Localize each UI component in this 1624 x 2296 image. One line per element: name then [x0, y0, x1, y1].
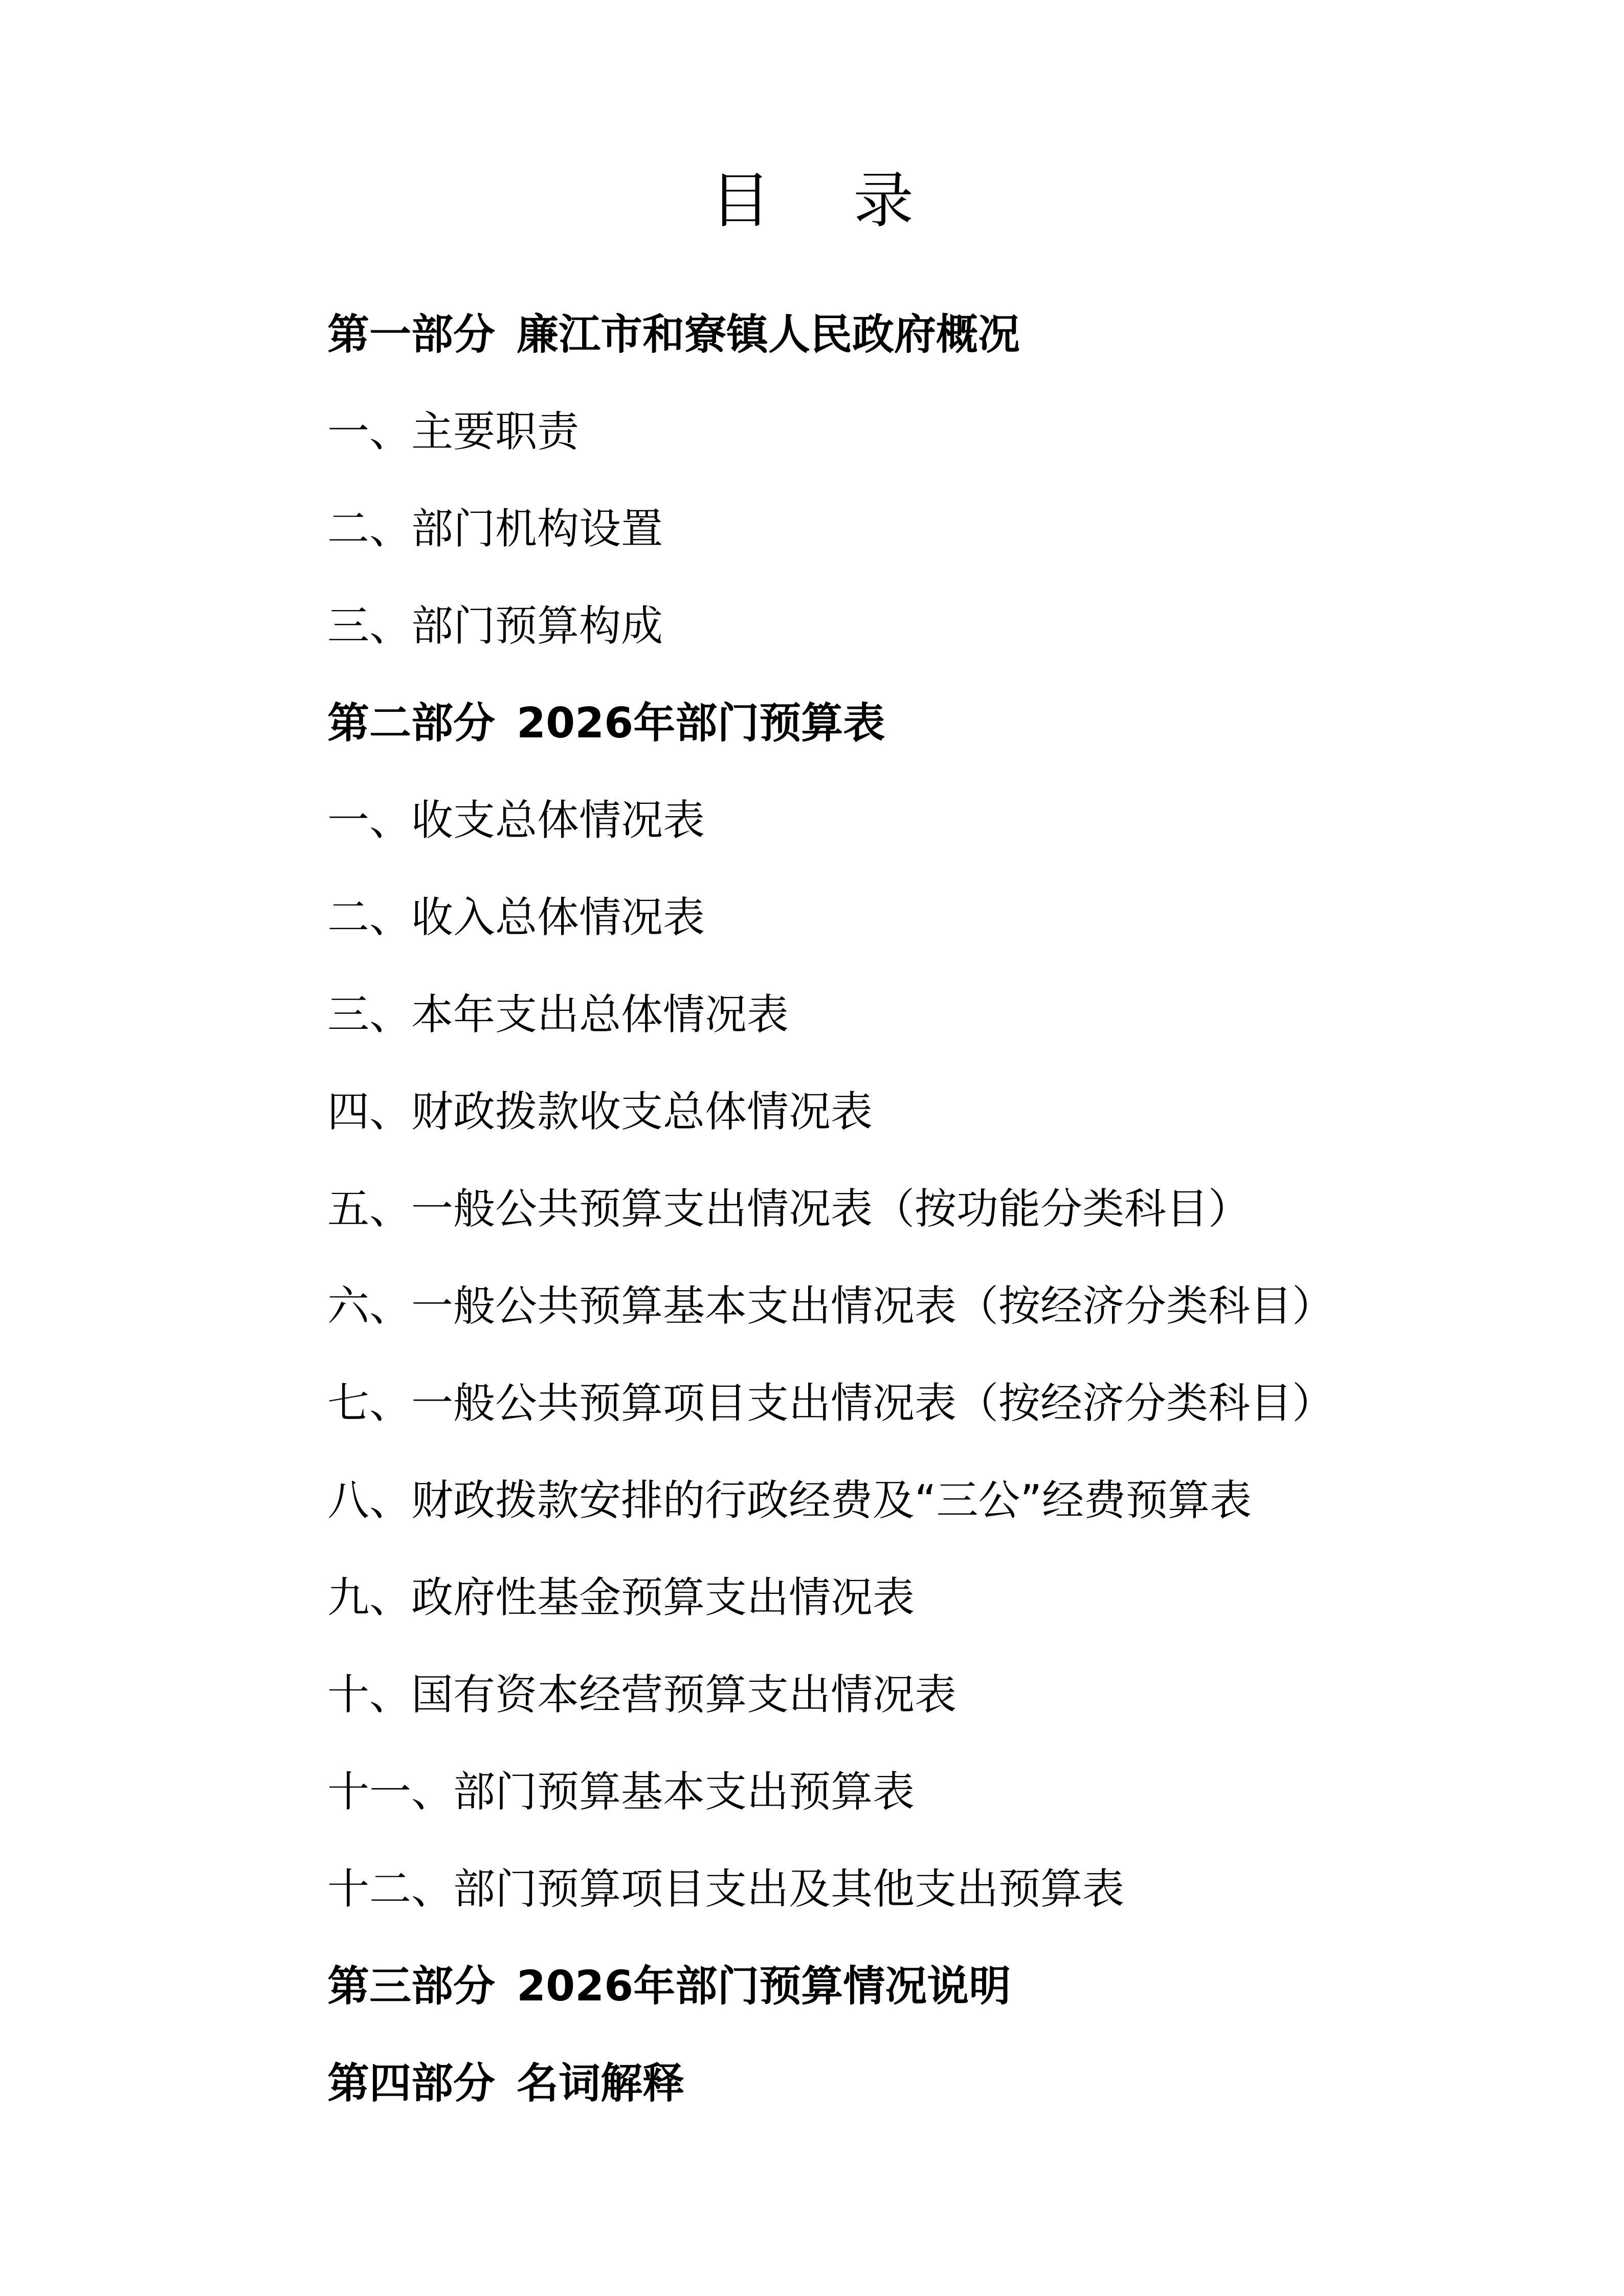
- toc-item-main-duties: 一、主要职责: [327, 408, 580, 456]
- toc-item-table-8: 八、财政拨款安排的行政经费及“三公”经费预算表: [327, 1476, 1252, 1525]
- toc-item-table-9: 九、政府性基金预算支出情况表: [327, 1573, 915, 1622]
- toc-part-4: [327, 2035, 1334, 2132]
- toc-item-organization: 二、部门机构设置: [327, 505, 663, 553]
- toc-item-budget-composition: 三、部门预算构成: [327, 602, 663, 650]
- toc-part-1-label: 第一部分: [327, 310, 496, 359]
- toc-part-1: [327, 286, 1334, 384]
- toc-part-4-label: 第四部分: [327, 2059, 496, 2108]
- toc-part-2: [327, 675, 1334, 772]
- toc-item-table-12: 十二、部门预算项目支出及其他支出预算表: [327, 1865, 1125, 1914]
- toc-item-table-4: 四、财政拨款收支总体情况表: [327, 1088, 873, 1136]
- toc-part-3-title: 2026年部门预算情况说明: [517, 1962, 1011, 2011]
- toc-item-table-10: 十、国有资本经营预算支出情况表: [327, 1671, 957, 1719]
- toc-item-table-1: 一、收支总体情况表: [327, 796, 705, 845]
- toc-item-table-11: 十一、部门预算基本支出预算表: [327, 1768, 915, 1816]
- toc-part-1-title: 廉江市和寮镇人民政府概况: [517, 310, 1020, 359]
- toc-part-4-title: 名词解释: [517, 2059, 685, 2108]
- toc-item-table-6: 六、一般公共预算基本支出情况表（按经济分类科目）: [327, 1282, 1334, 1331]
- table-of-contents: [327, 286, 1334, 2132]
- toc-item-table-2: 二、收入总体情况表: [327, 893, 705, 942]
- toc-item-table-3: 三、本年支出总体情况表: [327, 991, 789, 1039]
- toc-item-table-7: 七、一般公共预算项目支出情况表（按经济分类科目）: [327, 1379, 1334, 1428]
- toc-part-3-label: 第三部分: [327, 1962, 496, 2011]
- toc-part-3: [327, 1938, 1334, 2035]
- toc-part-2-label: 第二部分: [327, 699, 496, 748]
- toc-item-table-5: 五、一般公共预算支出情况表（按功能分类科目）: [327, 1185, 1251, 1233]
- page-title: 目 录: [710, 165, 946, 236]
- toc-part-2-title: 2026年部门预算表: [517, 699, 885, 748]
